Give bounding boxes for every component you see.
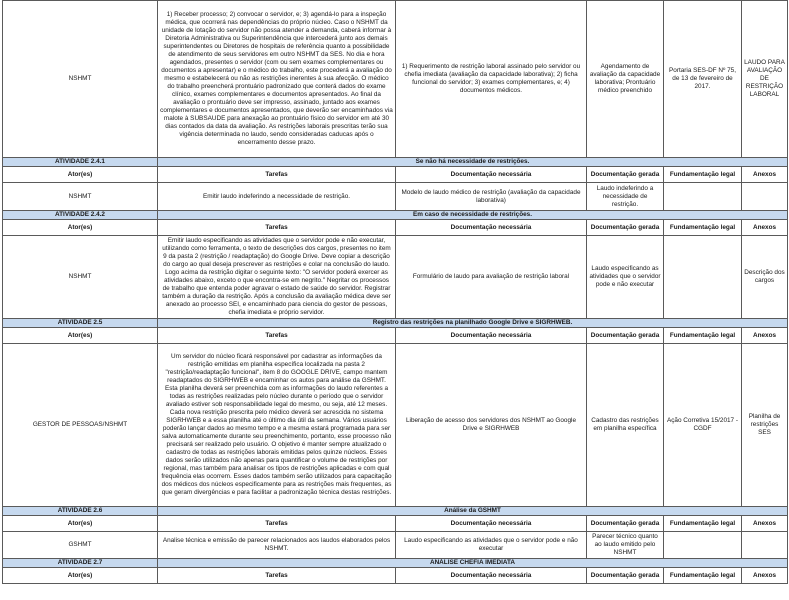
docs-generated-cell: Agendamento de avaliação da capacidade laborativa; Prontuário médico preenchido bbox=[587, 1, 664, 158]
docs-generated-cell: Laudo especificando as atividades que o servidor pode e não executar bbox=[587, 236, 664, 319]
table-row bbox=[3, 236, 788, 319]
activity-title: Análise da GSHMT bbox=[158, 507, 788, 516]
activity-row bbox=[3, 158, 788, 167]
legal-basis-cell: Portaria SES-DF Nº 75, de 13 de fevereiro de 2017. bbox=[664, 1, 742, 158]
column-header-row bbox=[3, 328, 788, 344]
col-header-docs-needed: Documentação necessária bbox=[396, 516, 587, 532]
col-header-annex: Anexos bbox=[742, 328, 788, 344]
col-header-annex: Anexos bbox=[742, 568, 788, 584]
col-header-docs-generated: Documentação gerada bbox=[587, 328, 664, 344]
activity-title: ANÁLISE CHEFIA IMEDIATA bbox=[158, 559, 788, 568]
actor-cell: NSHMT bbox=[3, 1, 158, 158]
activity-row bbox=[3, 559, 788, 568]
col-header-actor: Ator(es) bbox=[3, 328, 158, 344]
col-header-annex: Anexos bbox=[742, 167, 788, 183]
docs-needed-cell: Formulário de laudo para avaliação de restrição laboral bbox=[396, 236, 587, 319]
col-header-docs-needed: Documentação necessária bbox=[396, 167, 587, 183]
docs-needed-cell: Liberação de acesso dos servidores dos NSHMT ao Google Drive e SIGRHWEB bbox=[396, 344, 587, 507]
col-header-tasks: Tarefas bbox=[158, 568, 396, 584]
actor-cell: NSHMT bbox=[3, 236, 158, 319]
col-header-docs-generated: Documentação gerada bbox=[587, 167, 664, 183]
col-header-actor: Ator(es) bbox=[3, 516, 158, 532]
tasks-cell: Analise técnica e emissão de parecer relacionados aos laudos elaborados pelos NSHMT. bbox=[158, 532, 396, 559]
annex-cell: LAUDO PARA AVALIAÇÃO DE RESTRIÇÃO LABORAL bbox=[742, 1, 788, 158]
col-header-tasks: Tarefas bbox=[158, 167, 396, 183]
col-header-actor: Ator(es) bbox=[3, 568, 158, 584]
column-header-row bbox=[3, 568, 788, 584]
actor-cell: GSHMT bbox=[3, 532, 158, 559]
activity-id: ATIVIDADE 2.4.1 bbox=[3, 158, 158, 167]
col-header-docs-generated: Documentação gerada bbox=[587, 568, 664, 584]
legal-basis-cell bbox=[664, 236, 742, 319]
activity-id: ATIVIDADE 2.6 bbox=[3, 507, 158, 516]
docs-generated-cell: Cadastro das restrições em planilha específica bbox=[587, 344, 664, 507]
col-header-docs-needed: Documentação necessária bbox=[396, 220, 587, 236]
col-header-tasks: Tarefas bbox=[158, 328, 396, 344]
activity-row bbox=[3, 507, 788, 516]
col-header-annex: Anexos bbox=[742, 220, 788, 236]
activity-id: ATIVIDADE 2.4.2 bbox=[3, 211, 158, 220]
activity-title: Se não há necessidade de restrições. bbox=[158, 158, 788, 167]
activity-title: Registro das restrições na planilhado Google Drive e SIGRHWEB. bbox=[158, 319, 788, 328]
docs-needed-cell: 1) Requerimento de restrição laboral assinado pelo servidor ou chefia imediata (avaliação da capacidade laborativa); 2) ficha funcional do servidor; 3) exames complementares, e; 4) documentos médicos. bbox=[396, 1, 587, 158]
actor-cell: GESTOR DE PESSOAS/NSHMT bbox=[3, 344, 158, 507]
activity-title: Em caso de necessidade de restrições. bbox=[158, 211, 788, 220]
column-header-row bbox=[3, 220, 788, 236]
tasks-cell: Emitir laudo indeferindo a necessidade de restrição. bbox=[158, 183, 396, 211]
annex-cell bbox=[742, 183, 788, 211]
table-row bbox=[3, 532, 788, 559]
col-header-actor: Ator(es) bbox=[3, 220, 158, 236]
tasks-cell: Um servidor do núcleo ficará responsável por cadastrar as informações da restrição emitidas em planilha específica localizada na pasta 2 "restrição/readaptação funcional", item 8 do GOOGLE DRIVE, campo mantem readaptados do SIGRHWEB e encaminhar os autos para análise da GSHMT. Esta planilha deverá ser preenchida com as informações do laudo referentes a todas as restrições realizadas pelo núcleo durante o período que o servidor avaliado estiver sob responsabilidade legal do mesmo, ou seja, até 12 meses. Cada nova restrição prescrita pelo médico deverá ser acrescida no sistema SIGRHWEB e a essa planilha até o último dia útil da semana. Vários usuários poderão lançar dados ao mesmo tempo e a mesma estará programada para ser salva automaticamente durante seu preenchimento, portanto, esse processo não precisará ser realizado pelo usuário. O objetivo é manter sempre atualizado o cadastro de todas as restrições laborais emitidas pelos quinze núcleos. Esses dados serão utilizados não apenas para quantificar o volume de restrições por regional, mas também para analisar os tipos de restrições aplicadas e com qual frequência elas ocorrem. Esses dados também serão utilizados para capacitação dos médicos dos núcleos especificamente para as restrições mais frequentes, as que geram divergências e para facilitar a padronização técnica destas restrições. bbox=[158, 344, 396, 507]
col-header-docs-needed: Documentação necessária bbox=[396, 568, 587, 584]
annex-cell: Planilha de restrições SES bbox=[742, 344, 788, 507]
legal-basis-cell bbox=[664, 183, 742, 211]
table-row bbox=[3, 344, 788, 507]
col-header-actor: Ator(es) bbox=[3, 167, 158, 183]
tasks-cell: Emitir laudo especificando as atividades que o servidor pode e não executar, utilizando como ferramenta, o texto de descrições dos cargos, presentes no item 9 da pasta 2 (restrição / readaptação) do Google Drive. Deve copiar a descrição do cargo ao qual deseja prescrever as restrições e colar na conclusão do laudo. Logo acima da restrição digitar o seguinte texto: "O servidor poderá exercer as atividades abaixo, exceto o que encontra-se em negrito." Negritar os processos de trabalho que entenda poder agravar o estado de saúde do servidor. Registrar também a duração da restrição. Após a conclusão da avaliação médica deve ser anexado ao processo SEI, e encaminhado para ciencia do gestor de pessoas, chefia imediata e próprio servidor. bbox=[158, 236, 396, 319]
col-header-legal: Fundamentação legal bbox=[664, 516, 742, 532]
col-header-tasks: Tarefas bbox=[158, 516, 396, 532]
annex-cell bbox=[742, 532, 788, 559]
activity-row bbox=[3, 211, 788, 220]
actor-cell: NSHMT bbox=[3, 183, 158, 211]
col-header-legal: Fundamentação legal bbox=[664, 220, 742, 236]
activity-id: ATIVIDADE 2.5 bbox=[3, 319, 158, 328]
tasks-cell: 1) Receber processo; 2) convocar o servidor, e; 3) agendá-lo para a inspeção médica, que ocorrerá nas dependências do próprio núcleo. Caso o NSHMT da unidade de lotação do servidor não possa atender a demanda, caberá informar à Diretoria Administrativa ou Superintendência que intercederá junto aos demais superintendentes ou Diretores de hospitais de referência quanto a possibilidade de atendimento de seus servidores em outro NSHMT da SES. No dia e hora agendados, presentes o servidor (com ou sem exames complementares ou documentos a apresentar) e o médico do trabalho, este procederá a avaliação do mesmo e estabelecerá ou não as restrições inerentes à sua afecção. O médico do trabalho preencherá prontuário padronizado que conterá dados do exame clínico, exames complementares e documentos apresentados. Ao final da avaliação o prontuário deve ser impresso, assinado, juntado aos exames complementares e documentos apresentados, que deverão ser encaminhados via malote à SUBSAUDE para anexação ao prontuário físico do servidor em até 30 dias contados da data da avaliação. As restrições laborais prescritas terão sua vigência determinada no laudo, sendo consideradas caducas após o encerramento desse prazo. bbox=[158, 1, 396, 158]
legal-basis-cell: Ação Corretiva 15/2017 - CGDF bbox=[664, 344, 742, 507]
col-header-docs-generated: Documentação gerada bbox=[587, 220, 664, 236]
activity-id: ATIVIDADE 2.7 bbox=[3, 559, 158, 568]
legal-basis-cell bbox=[664, 532, 742, 559]
table-row bbox=[3, 1, 788, 158]
table-row bbox=[3, 183, 788, 211]
column-header-row bbox=[3, 167, 788, 183]
docs-generated-cell: Laudo indeferindo a necessidade de restrição. bbox=[587, 183, 664, 211]
docs-generated-cell: Parecer técnico quanto ao laudo emitido pelo NSHMT bbox=[587, 532, 664, 559]
activity-row bbox=[3, 319, 788, 328]
col-header-legal: Fundamentação legal bbox=[664, 568, 742, 584]
col-header-legal: Fundamentação legal bbox=[664, 328, 742, 344]
col-header-tasks: Tarefas bbox=[158, 220, 396, 236]
docs-needed-cell: Laudo especificando as atividades que o servidor pode e não executar bbox=[396, 532, 587, 559]
annex-cell: Descrição dos cargos bbox=[742, 236, 788, 319]
col-header-annex: Anexos bbox=[742, 516, 788, 532]
docs-needed-cell: Modelo de laudo médico de restrição (avaliação da capacidade laborativa) bbox=[396, 183, 587, 211]
col-header-legal: Fundamentação legal bbox=[664, 167, 742, 183]
col-header-docs-needed: Documentação necessária bbox=[396, 328, 587, 344]
column-header-row bbox=[3, 516, 788, 532]
process-table bbox=[2, 0, 788, 584]
col-header-docs-generated: Documentação gerada bbox=[587, 516, 664, 532]
